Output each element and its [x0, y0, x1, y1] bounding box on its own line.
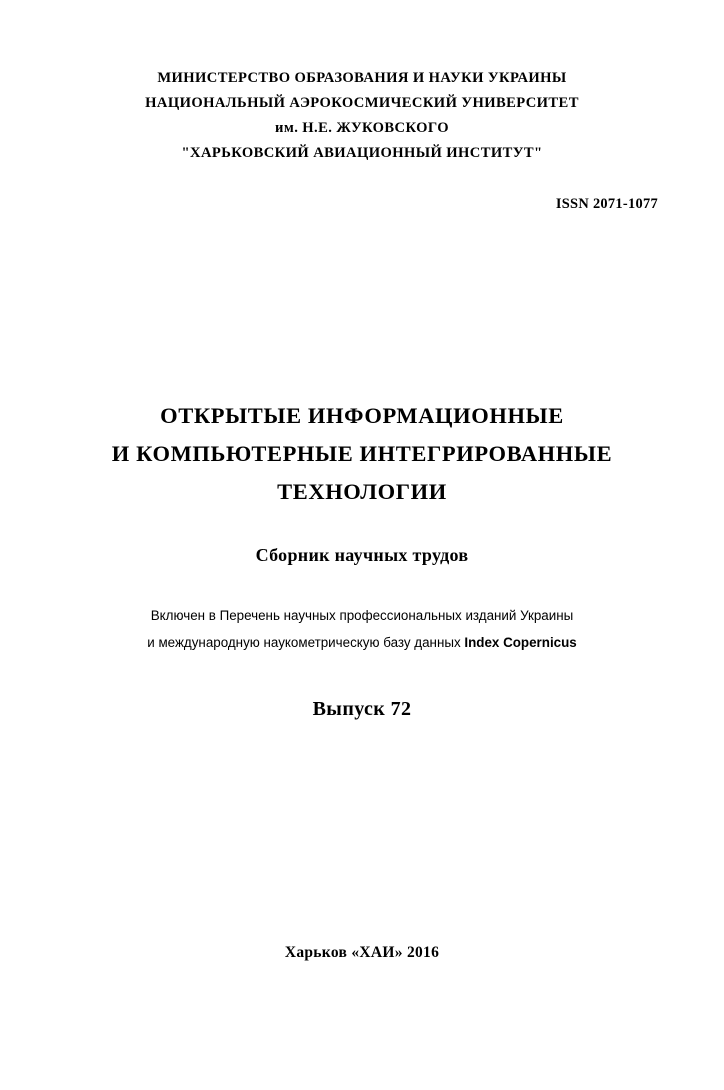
- publisher-block: [62, 66, 662, 166]
- title-line-1: ОТКРЫТЫЕ ИНФОРМАЦИОННЫЕ: [160, 403, 564, 428]
- indexing-database-name: Index Copernicus: [464, 635, 577, 650]
- issue-number: Выпуск 72: [312, 698, 412, 720]
- publisher-line-institute: "ХАРЬКОВСКИЙ АВИАЦИОННЫЙ ИНСТИТУТ": [181, 145, 543, 161]
- issn-value: ISSN 2071-1077: [555, 196, 658, 212]
- document-page: [0, 66, 724, 1090]
- indexing-note-prefix: и международную наукометрическую базу данных: [147, 635, 465, 650]
- issn-row: [62, 195, 662, 213]
- subtitle: Сборник научных трудов: [255, 545, 469, 565]
- title-line-3: ТЕХНОЛОГИИ: [277, 479, 447, 504]
- indexing-note-line-2: [62, 629, 662, 656]
- publisher-line-ministry: МИНИСТЕРСТВО ОБРАЗОВАНИЯ И НАУКИ УКРАИНЫ: [157, 70, 567, 86]
- publisher-line-university: НАЦИОНАЛЬНЫЙ АЭРОКОСМИЧЕСКИЙ УНИВЕРСИТЕТ: [145, 95, 579, 111]
- indexing-note-line-1: Включен в Перечень научных профессиональных изданий Украины: [150, 608, 574, 623]
- title-line-2: И КОМПЬЮТЕРНЫЕ ИНТЕГРИРОВАННЫЕ: [111, 441, 613, 466]
- indexing-note: [62, 602, 662, 656]
- imprint: Харьков «ХАИ» 2016: [284, 944, 440, 961]
- page-title: [62, 397, 662, 511]
- publisher-line-named-after: им. Н.Е. ЖУКОВСКОГО: [275, 120, 449, 136]
